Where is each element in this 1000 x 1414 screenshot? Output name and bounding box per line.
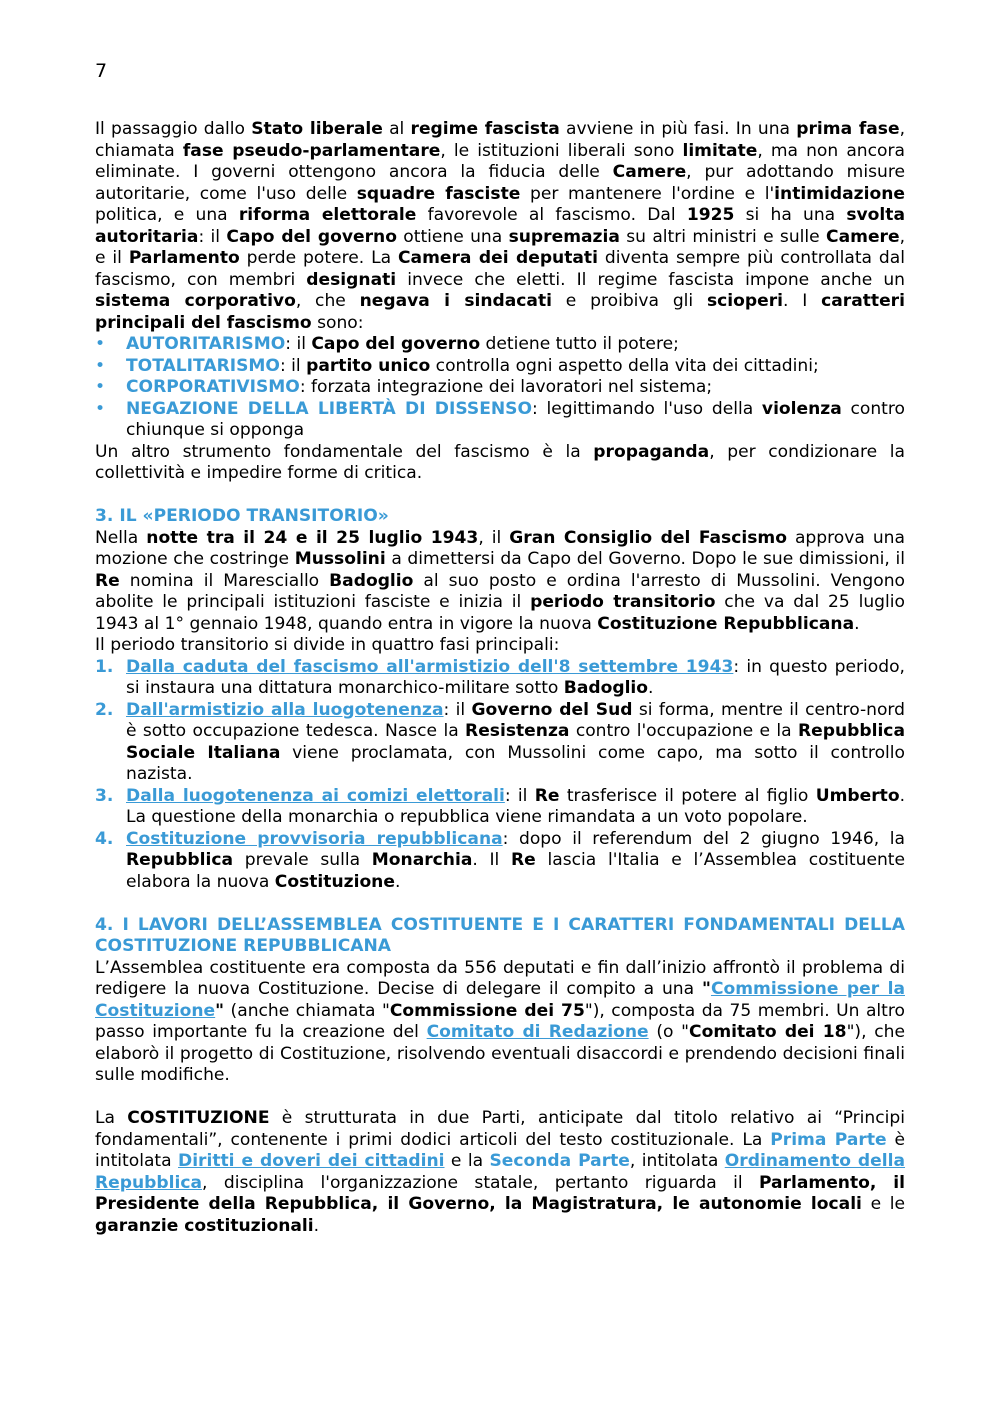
section-3-heading: 3. IL «PERIODO TRANSITORIO» — [95, 506, 389, 526]
phase-3-link[interactable]: Dalla luogotenenza ai comizi elettorali — [126, 785, 505, 806]
commissione-link[interactable]: Commissione per la Costituzione — [95, 979, 905, 1021]
list-item: • NEGAZIONE DELLA LIBERTÀ DI DISSENSO: legittimando l'uso della violenza contro chiunque si opponga — [95, 399, 905, 442]
diritti-link[interactable]: Diritti e doveri dei cittadini — [178, 1151, 445, 1171]
phase-1-link[interactable]: Dalla caduta del fascismo all'armistizio dell'8 settembre 1943 — [126, 656, 734, 677]
phase-4-link[interactable]: Costituzione provvisoria repubblicana — [126, 828, 503, 849]
phases-intro: Il periodo transitorio si divide in quattro fasi principali: — [95, 635, 560, 655]
phases-list — [95, 657, 905, 894]
section-4-heading: 4. I LAVORI DELL’ASSEMBLEA COSTITUENTE E I CARATTERI FONDAMENTALI DELLA COSTITUZIONE REPUBBLICANA — [95, 914, 905, 956]
phase-2-link[interactable]: Dall'armistizio alla luogotenenza — [126, 699, 444, 720]
comitato-link[interactable]: Comitato di Redazione — [426, 1022, 649, 1042]
list-item: 2. Dall'armistizio alla luogotenenza: il Governo del Sud si forma, mentre il centro-nord è sotto occupazione tedesca. Nasce la Resistenza contro l'occupazione e la Repubblica Sociale Italiana viene proclamata, con Mussolini come capo, ma sotto il controllo nazista. — [95, 699, 906, 784]
list-item: • AUTORITARISMO: il Capo del governo detiene tutto il potere; — [95, 334, 905, 356]
ordinamento-link[interactable]: Ordinamento della Repubblica — [95, 1151, 906, 1193]
propaganda-paragraph: Un altro strumento fondamentale del fascismo è la propaganda, per condizionare la collettività e impedire forme di critica. — [95, 441, 905, 483]
list-item: 4. Costituzione provvisoria repubblicana: dopo il referendum del 2 giugno 1946, la Repubblica prevale sulla Monarchia. Il Re lascia l'Italia e l’Assemblea costituente elabora la nuova Costituzione. — [95, 828, 906, 892]
list-item: • CORPORATIVISMO: forzata integrazione dei lavoratori nel sistema; — [95, 377, 905, 399]
list-item: • TOTALITARISMO: il partito unico controlla ogni aspetto della vita dei cittadini; — [95, 356, 905, 378]
list-item: 3. Dalla luogotenenza ai comizi elettorali: il Re trasferisce il potere al figlio Umberto. La questione della monarchia o repubblica viene rimandata a un voto popolare. — [95, 785, 906, 827]
page-number: 7 — [95, 60, 108, 82]
section-4-paragraph-1: L’Assemblea costituente era composta da 556 deputati e fin dall’inizio affrontò il problema di redigere la nuova Costituzione. Decise di delegare il compito a una "Commissione per la Costituzione" (anche chiamata "Commissione dei 75"), composta da 75 membri. Un altro passo importante fu la creazione del Comitato di Redazione (o "Comitato dei 18"), che elaborò il progetto di Costituzione, risolvendo eventuali disaccordi e prendendo decisioni finali sulle modifiche. — [95, 957, 905, 1085]
list-item: 1. Dalla caduta del fascismo all'armistizio dell'8 settembre 1943: in questo periodo, si instaura una dittatura monarchico-militare sotto Badoglio. — [95, 656, 905, 698]
section-4-paragraph-2: La COSTITUZIONE è strutturata in due Parti, anticipate dal titolo relativo ai “Principi fondamentali”, contenente i primi dodici articoli del testo costituzionale. La Prima Parte è intitolata Diritti e doveri dei cittadini e la Seconda Parte, intitolata Ordinamento della Repubblica, disciplina l'organizzazione statale, pertanto riguarda il Parlamento, il Presidente della Repubblica, il Governo, la Magistratura, le autonomie locali e le garanzie costituzionali. — [95, 1108, 906, 1236]
intro-paragraph: Il passaggio dallo Stato liberale al regime fascista avviene in più fasi. In una prima fase, chiamata fase pseudo-parlamentare, le istituzioni liberali sono limitate, ma non ancora eliminate. I governi ottengono ancora la fiducia delle Camere, pur adottando misure autoritarie, come l'uso delle squadre fasciste per mantenere l'ordine e l'intimidazione politica, e una riforma elettorale favorevole al fascismo. Dal 1925 si ha una svolta autoritaria: il Capo del governo ottiene una supremazia su altri ministri e sulle Camere, e il Parlamento perde potere. La Camera dei deputati diventa sempre più controllata dal fascismo, con membri designati invece che eletti. Il regime fascista impone anche un sistema corporativo, che negava i sindacati e proibiva gli scioperi. I caratteri principali del fascismo sono: — [95, 119, 906, 333]
characteristics-list — [95, 334, 905, 442]
page-body — [95, 119, 905, 1237]
section-3-paragraph: Nella notte tra il 24 e il 25 luglio 1943, il Gran Consiglio del Fascismo approva una mozione che costringe Mussolini a dimettersi da Capo del Governo. Dopo le sue dimissioni, il Re nomina il Maresciallo Badoglio al suo posto e ordina l'arresto di Mussolini. Vengono abolite le principali istituzioni fasciste e inizia il periodo transitorio che va dal 25 luglio 1943 al 1° gennaio 1948, quando entra in vigore la nuova Costituzione Repubblicana. — [95, 527, 905, 634]
